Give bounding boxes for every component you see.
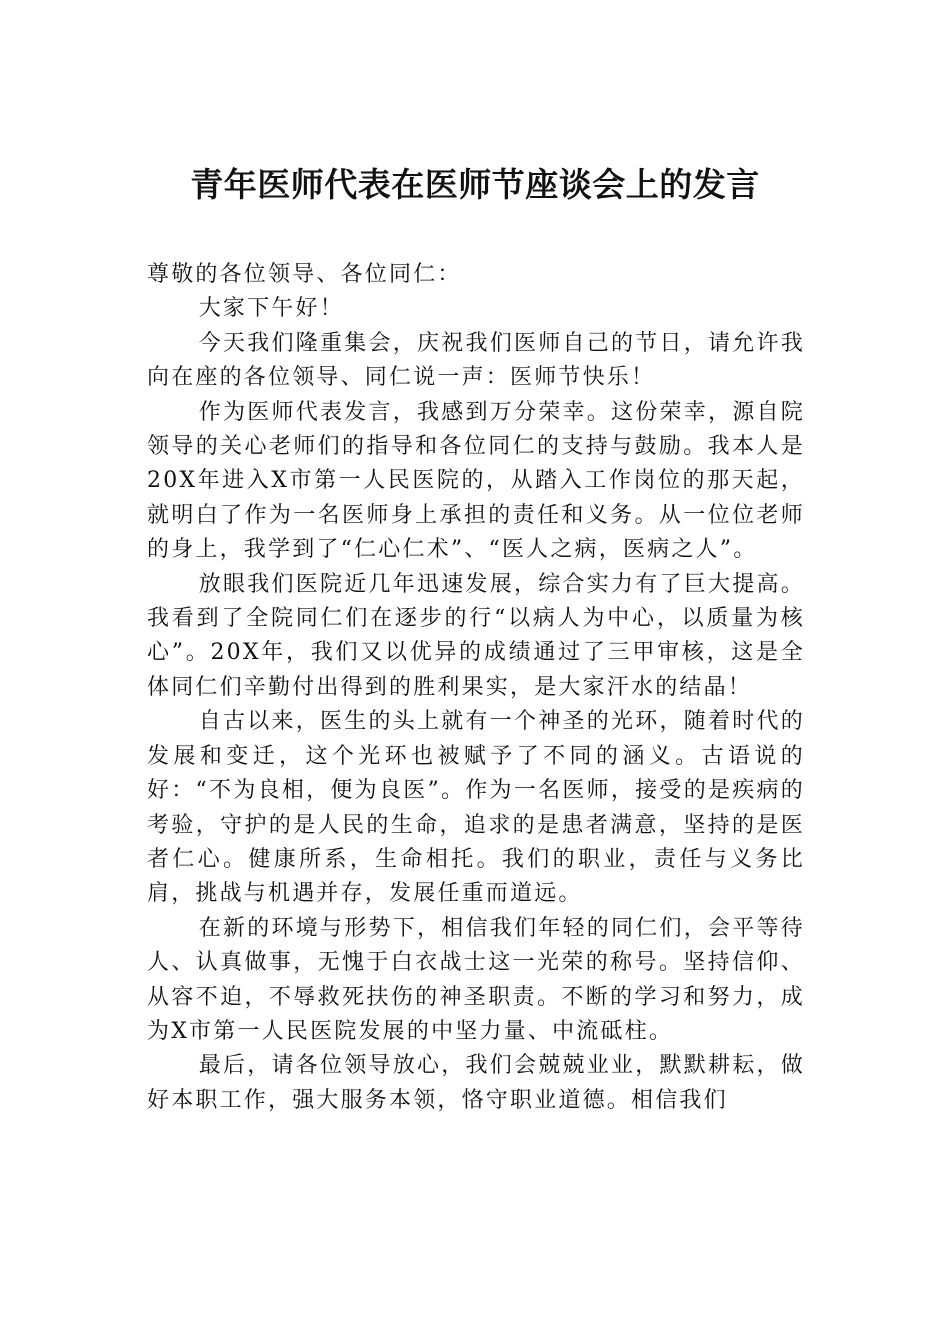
document-title: 青年医师代表在医师节座谈会上的发言 (190, 165, 760, 204)
paragraph-celebration: 今天我们隆重集会，庆祝我们医师自己的节日，请允许我向在座的各位领导、同仁说一声：医师节快乐！ (147, 330, 805, 391)
paragraph-new-environment: 在新的环境与形势下，相信我们年轻的同仁们，会平等待人、认真做事，无愧于白衣战士这一光荣的称号。坚持信仰、从容不迫，不辱救死扶伤的神圣职责。不断的学习和努力，成为X市第一人民医院发展的中坚力量、中流砥柱。 (147, 915, 805, 1044)
paragraph-honor: 作为医师代表发言，我感到万分荣幸。这份荣幸，源自院领导的关心老师们的指导和各位同仁的支持与鼓励。我本人是20X年进入X市第一人民医院的，从踏入工作岗位的那天起，就明白了作为一名医师身上承担的责任和义务。从一位位老师的身上，我学到了“仁心仁术”、“医人之病，医病之人”。 (147, 399, 805, 563)
paragraph-closing: 最后，请各位领导放心，我们会兢兢业业，默默耕耘，做好本职工作，强大服务本领，恪守职业道德。相信我们 (147, 1053, 805, 1113)
paragraph-hospital-development: 放眼我们医院近几年迅速发展，综合实力有了巨大提高。我看到了全院同仁们在逐步的行“以病人为中心，以质量为核心”。20X年，我们又以优异的成绩通过了三甲审核，这是全体同仁们辛勤付出得到的胜利果实，是大家汗水的结晶！ (147, 571, 805, 700)
paragraph-greeting: 大家下午好！ (198, 296, 344, 322)
salutation: 尊敬的各位领导、各位同仁： (147, 262, 462, 287)
paragraph-doctor-halo: 自古以来，医生的头上就有一个神圣的光环，随着时代的发展和变迁，这个光环也被赋予了不同的涵义。古语说的好：“不为良相，便为良医”。作为一名医师，接受的是疾病的考验，守护的是人民的生命，追求的是患者满意，坚持的是医者仁心。健康所系，生命相托。我们的职业，责任与义务比肩，挑战与机遇并存，发展任重而道远。 (147, 709, 805, 907)
document-body (147, 258, 805, 1118)
